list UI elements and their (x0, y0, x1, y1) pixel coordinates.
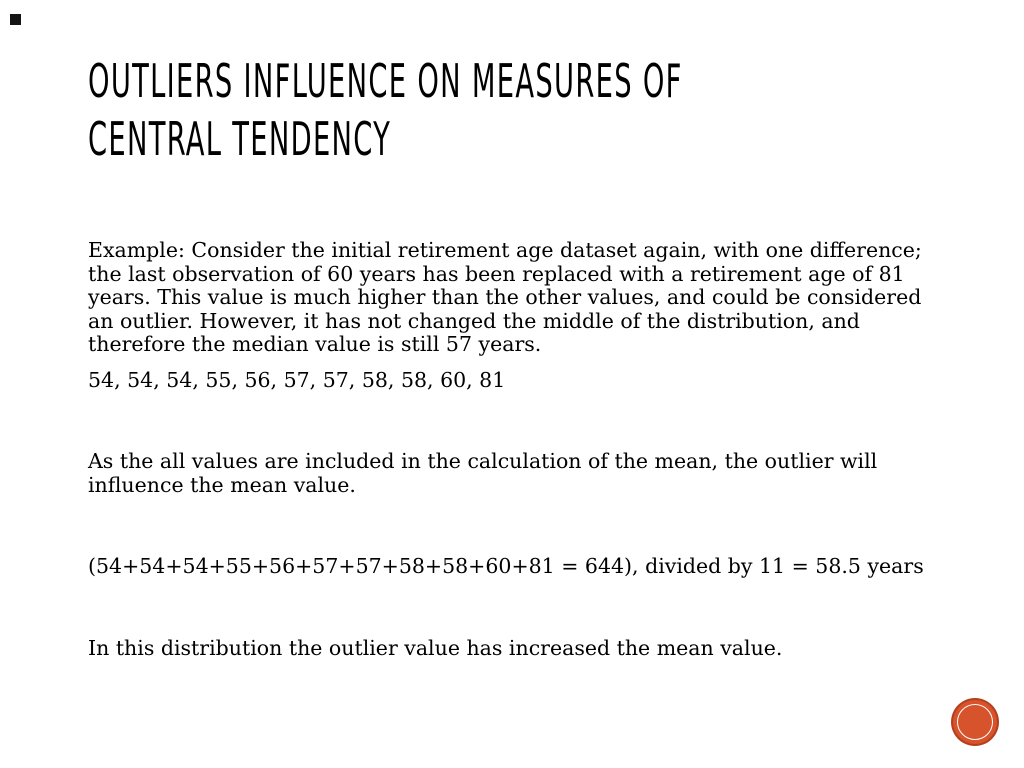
mean-influence-paragraph: As the all values are included in the calculation of the mean, the outlier will influence the mean value. (88, 449, 878, 497)
conclusion-paragraph: In this distribution the outlier value has increased the mean value. (88, 635, 783, 660)
slide-body (88, 239, 938, 660)
decorative-circle-badge (953, 700, 997, 744)
title-line-1: OUTLIERS INFLUENCE ON MEASURES OF (88, 54, 683, 108)
dataset-values: 54, 54, 54, 55, 56, 57, 57, 58, 58, 60, 81 (88, 367, 506, 392)
example-paragraph: Example: Consider the initial retirement age dataset again, with one difference; the last observation of 60 years has been replaced with a retirement age of 81 years. This value is much higher than the other values, and could be considered an outlier. However, it has not changed the middle of the distribution, and therefore the median value is still 57 years. (88, 238, 922, 356)
badge-ring (957, 704, 993, 740)
mean-calculation: (54+54+54+55+56+57+57+58+58+60+81 = 644), divided by 11 = 58.5 years (88, 554, 924, 578)
slide-title (88, 52, 683, 168)
title-line-2: CENTRAL TENDENCY (88, 112, 392, 166)
corner-mark (10, 14, 21, 25)
